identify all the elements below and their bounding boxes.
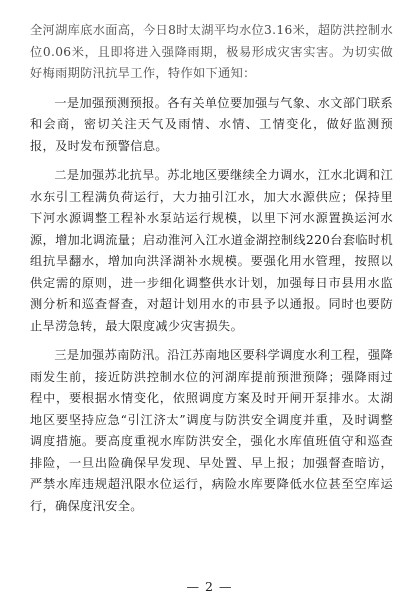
intro-paragraph: 全河湖库底水面高，今日8时太湖平均水位3.16米，超防洪控制水位0.06米，且即将进入强降雨期，极易形成灾害实害。为切实做好梅雨期防汛抗旱工作，特作如下通知：	[30, 23, 393, 80]
paragraph-spacer	[30, 85, 393, 93]
paragraph-spacer	[30, 157, 393, 165]
page-number: — 2 —	[186, 579, 233, 594]
north-drought-paragraph: 二是加强苏北抗旱。苏北地区要继续全力调水，江水北调和江水东引工程满负荷运行，大力抽引江水，加大水源供应；保持里下河水源调整工程补水泵站运行规模，以里下河水源置换运河水源，增加北调流量；启动淮河入江水道金湖控制线220台套临时机组抗旱翻水，增加向洪泽湖补水规模。要强化用水管理，按照以供定需的原则，进一步细化调整供水计划，加强每日市县用水监测分析和巡查督查，对超计划用水的市县予以通报。同时也要防止旱涝急转，最大限度减少灾害损失。	[30, 168, 393, 333]
forecast-paragraph: 一是加强预测预报。各有关单位要加强与气象、水文部门联系和会商，密切关注天气及雨情、水情、工情变化，做好监测预报，及时发布预警信息。	[30, 95, 393, 153]
south-flood-paragraph: 三是加强苏南防汛。沿江苏南地区要科学调度水利工程，强降雨发生前，接近防洪控制水位的河湖库提前预泄预降；强降雨过程中，要根据水情变化，依照调度方案及时开闸开泵排水。太湖地区要坚持应急“引江济太”调度与防洪安全调度并重，及时调整调度措施。要高度重视水库防洪安全，强化水库值班值守和巡查排险，一旦出险确保早发现、早处置、早上报；加强督查暗访，严禁水库违规超汛限水位运行，病险水库要降低水位甚至空库运行，确保度汛安全。	[30, 348, 393, 513]
paragraph-spacer	[30, 337, 393, 345]
